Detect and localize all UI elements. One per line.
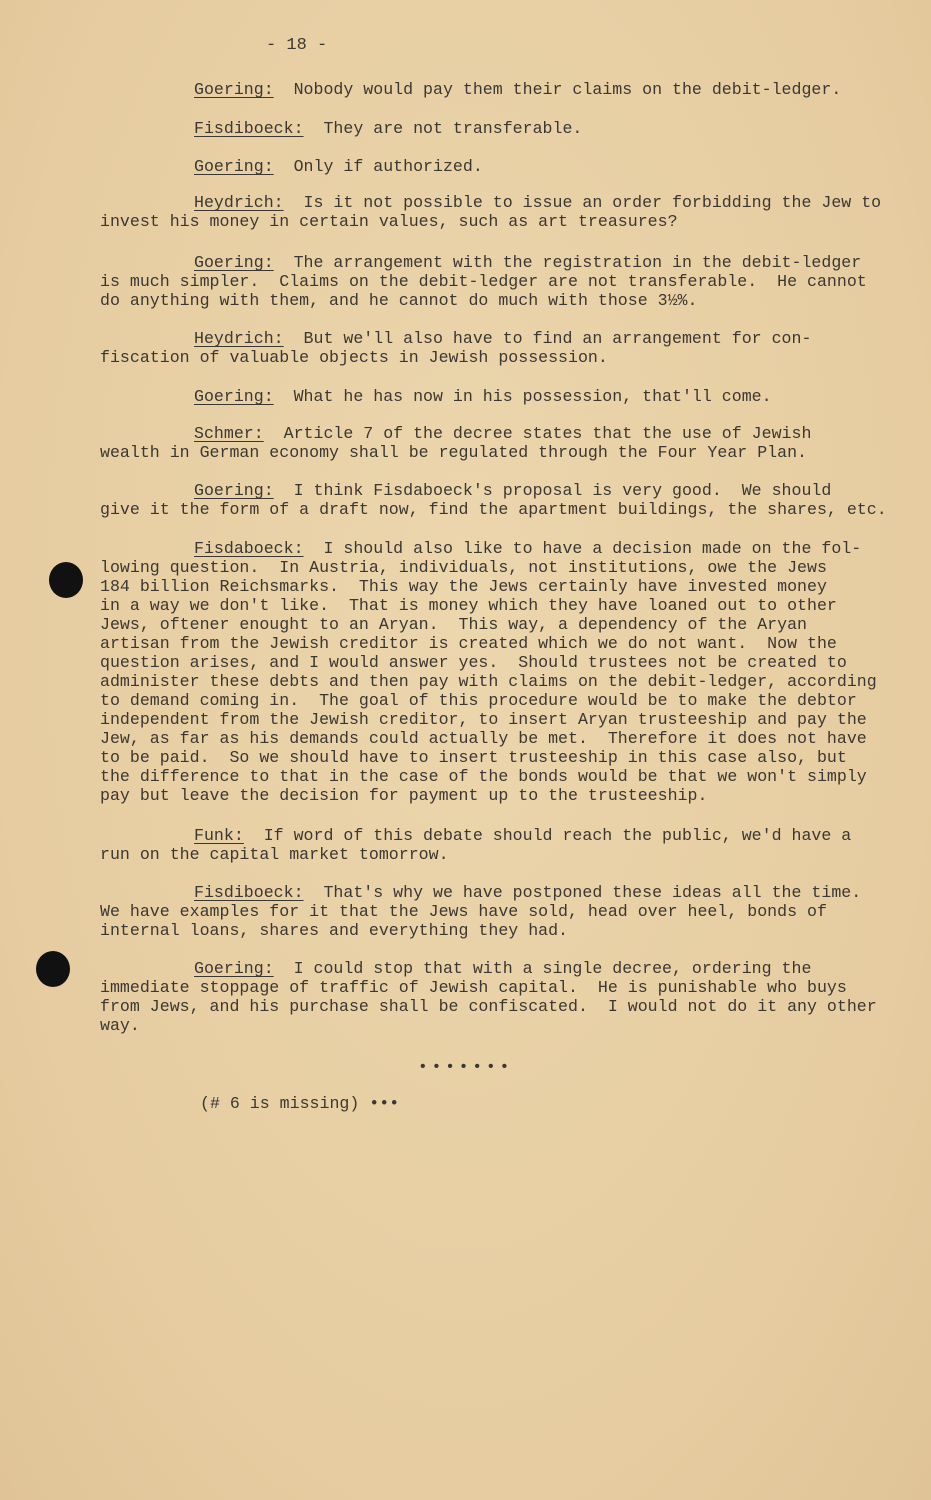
dialogue-paragraph — [100, 119, 890, 138]
speaker-name: Heydrich: — [194, 329, 284, 348]
line-text: They are not transferable. — [323, 119, 583, 138]
text-line — [100, 959, 890, 978]
text-line — [100, 845, 890, 864]
dialogue-paragraph — [100, 157, 890, 176]
text-line — [100, 826, 890, 845]
text-line — [100, 577, 890, 596]
text-line — [100, 883, 890, 902]
text-line — [100, 539, 890, 558]
punch-hole — [36, 951, 70, 987]
punch-hole — [49, 562, 83, 598]
speaker-name: Goering: — [194, 157, 274, 176]
text-line — [100, 729, 890, 748]
speaker-name: Fisdiboeck: — [194, 119, 304, 138]
footer-note: (# 6 is missing) ••• — [200, 1094, 400, 1113]
line-text: Is it not possible to issue an order forbidding the Jew to — [303, 193, 882, 212]
text-line — [100, 558, 890, 577]
speaker-name: Fisdiboeck: — [194, 883, 304, 902]
speaker-name: Funk: — [194, 826, 244, 845]
line-text: immediate stoppage of traffic of Jewish capital. He is punishable who buys — [100, 978, 847, 997]
text-line — [100, 615, 890, 634]
text-line — [100, 443, 890, 462]
text-line — [100, 1016, 890, 1035]
text-line — [100, 424, 890, 443]
text-line — [100, 193, 890, 212]
line-text: lowing question. In Austria, individuals, not institutions, owe the Jews — [100, 558, 827, 577]
line-text: 184 billion Reichsmarks. This way the Jews certainly have invested money — [100, 577, 827, 596]
line-text: question arises, and I would answer yes. Should trustees not be created to — [100, 653, 847, 672]
text-line — [100, 80, 890, 99]
dialogue-paragraph — [100, 80, 890, 99]
dialogue-paragraph — [100, 253, 890, 310]
dialogue-paragraph — [100, 329, 890, 367]
speaker-name: Heydrich: — [194, 193, 284, 212]
dialogue-paragraph — [100, 826, 890, 864]
text-line — [100, 387, 890, 406]
line-text: run on the capital market tomorrow. — [100, 845, 449, 864]
dialogue-paragraph — [100, 481, 890, 519]
dialogue-paragraph — [100, 387, 890, 406]
text-line — [100, 691, 890, 710]
text-line — [100, 253, 890, 272]
line-text: the difference to that in the case of the bonds would be that we won't simply — [100, 767, 867, 786]
text-line — [100, 997, 890, 1016]
line-text: artisan from the Jewish creditor is created which we do not want. Now the — [100, 634, 837, 653]
text-line — [100, 672, 890, 691]
text-line — [100, 348, 890, 367]
text-line — [100, 272, 890, 291]
line-text: to be paid. So we should have to insert trusteeship in this case also, but — [100, 748, 847, 767]
text-line — [100, 710, 890, 729]
line-text: fiscation of valuable objects in Jewish possession. — [100, 348, 608, 367]
page-number: - 18 - — [266, 36, 328, 55]
text-line — [100, 921, 890, 940]
line-text: If word of this debate should reach the public, we'd have a — [263, 826, 852, 845]
line-text: from Jews, and his purchase shall be confiscated. I would not do it any other — [100, 997, 877, 1016]
line-text: way. — [100, 1016, 140, 1035]
line-text: pay but leave the decision for payment up to the trusteeship. — [100, 786, 708, 805]
line-text: I could stop that with a single decree, ordering the — [293, 959, 812, 978]
speaker-name: Goering: — [194, 80, 274, 99]
text-line — [100, 634, 890, 653]
line-text: wealth in German economy shall be regulated through the Four Year Plan. — [100, 443, 808, 462]
text-line — [100, 748, 890, 767]
line-text: do anything with them, and he cannot do much with those 3½%. — [100, 291, 698, 310]
line-text: Jews, oftener enought to an Aryan. This way, a dependency of the Aryan — [100, 615, 808, 634]
section-separator: ••••••• — [418, 1058, 514, 1076]
text-line — [100, 596, 890, 615]
line-text: internal loans, shares and everything they had. — [100, 921, 569, 940]
line-text: Only if authorized. — [293, 157, 483, 176]
line-text: That's why we have postponed these ideas all the time. — [323, 883, 862, 902]
text-line — [100, 500, 890, 519]
line-text: in a way we don't like. That is money which they have loaned out to other — [100, 596, 837, 615]
line-text: is much simpler. Claims on the debit-ledger are not transferable. He cannot — [100, 272, 867, 291]
line-text: We have examples for it that the Jews have sold, head over heel, bonds of — [100, 902, 827, 921]
speaker-name: Schmer: — [194, 424, 264, 443]
dialogue-paragraph — [100, 424, 890, 462]
line-text: The arrangement with the registration in the debit-ledger — [293, 253, 862, 272]
line-text: Jew, as far as his demands could actually be met. Therefore it does not have — [100, 729, 867, 748]
text-line — [100, 786, 890, 805]
text-line — [100, 291, 890, 310]
text-line — [100, 653, 890, 672]
line-text: Article 7 of the decree states that the use of Jewish — [283, 424, 812, 443]
speaker-name: Goering: — [194, 959, 274, 978]
speaker-name: Goering: — [194, 387, 274, 406]
line-text: administer these debts and then pay with claims on the debit-ledger, according — [100, 672, 877, 691]
line-text: I should also like to have a decision made on the fol- — [323, 539, 862, 558]
text-line — [100, 329, 890, 348]
text-line — [100, 978, 890, 997]
line-text: invest his money in certain values, such as art treasures? — [100, 212, 678, 231]
line-text: What he has now in his possession, that'll come. — [293, 387, 772, 406]
line-text: give it the form of a draft now, find the apartment buildings, the shares, etc. — [100, 500, 887, 519]
text-line — [100, 767, 890, 786]
text-line — [100, 212, 890, 231]
speaker-name: Goering: — [194, 481, 274, 500]
text-line — [100, 481, 890, 500]
dialogue-paragraph — [100, 959, 890, 1035]
speaker-name: Fisdaboeck: — [194, 539, 304, 558]
line-text: But we'll also have to find an arrangement for con- — [303, 329, 812, 348]
dialogue-paragraph — [100, 539, 890, 805]
line-text: to demand coming in. The goal of this procedure would be to make the debtor — [100, 691, 857, 710]
dialogue-paragraph — [100, 193, 890, 231]
line-text: independent from the Jewish creditor, to insert Aryan trusteeship and pay the — [100, 710, 867, 729]
dialogue-paragraph — [100, 883, 890, 940]
text-line — [100, 119, 890, 138]
text-line — [100, 902, 890, 921]
speaker-name: Goering: — [194, 253, 274, 272]
line-text: I think Fisdaboeck's proposal is very good. We should — [293, 481, 832, 500]
line-text: Nobody would pay them their claims on the debit-ledger. — [293, 80, 842, 99]
text-line — [100, 157, 890, 176]
